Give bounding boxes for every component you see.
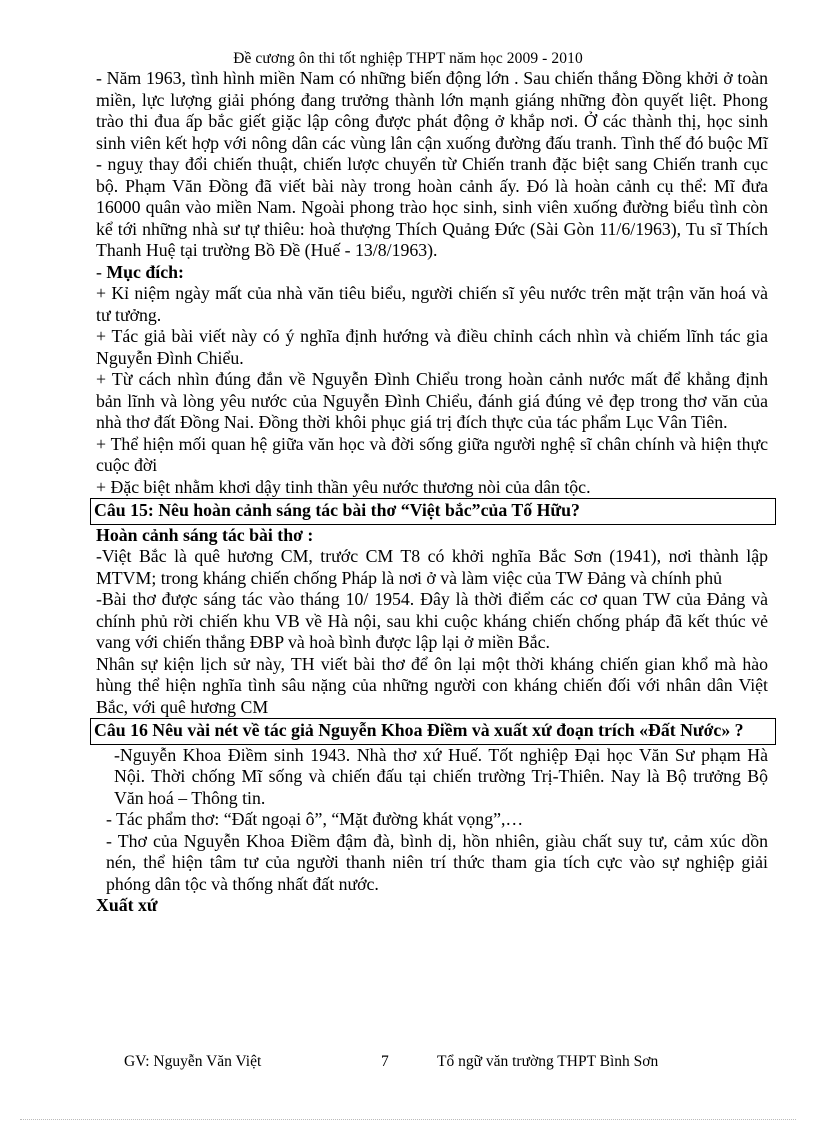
- paragraph-viet-bac: -Việt Bắc là quê hương CM, trước CM T8 có khởi nghĩa Bắc Sơn (1941), nơi thành lập MTVM; trong kháng chiến chống Pháp là nơi ở và làm việc của TW Đảng và chính phủ: [96, 546, 768, 588]
- context-heading: Hoàn cảnh sáng tác bài thơ :: [96, 524, 314, 545]
- footer-teacher: GV: Nguyễn Văn Việt: [124, 1053, 262, 1070]
- purpose-heading: - Mục đích:: [96, 261, 184, 282]
- purpose-item: + Đặc biệt nhằm khơi dậy tinh thần yêu nước thương nòi của dân tộc.: [96, 476, 591, 497]
- paragraph-author-bio: -Nguyễn Khoa Điềm sinh 1943. Nhà thơ xứ Huế. Tốt nghiệp Đại học Văn Sư phạm Hà Nội. Thời chống Mĩ sống và chiến đấu tại chiến trường Trị-Thiên. Nay là Bộ trưởng Bộ Văn hoá – Thông tin.: [114, 744, 768, 808]
- purpose-item: + Thể hiện mối quan hệ giữa văn học và đời sống giữa người nghệ sĩ chân chính và hiện thực cuộc đời: [96, 433, 768, 475]
- paragraph-context-1963: - Năm 1963, tình hình miền Nam có những biến động lớn . Sau chiến thắng Đồng khởi ở toàn miền, lực lượng giải phóng đang trưởng thành lớn mạnh giáng những đòn quyết liệt. Phong trào thi đua ấp bắc giết giặc lập công được phát động ở khắp nơi. Ở các thành thị, học sinh sinh viên kết hợp với nông dân các vùng lân cận xuống đường đấu tranh. Tình thế đó buộc Mĩ - nguỵ thay đổi chiến thuật, chiến lược chuyển từ Chiến tranh đặc biệt sang Chiến tranh cục bộ. Phạm Văn Đồng đã viết bài này trong hoàn cảnh ấy. Đó là hoàn cảnh cụ thể: Mĩ đưa 16000 quân vào miền Nam. Ngoài phong trào học sinh, sinh viên xuống đường biểu tình còn kể tới những nhà sư tự thiêu: hoà thượng Thích Quảng Đức (Sài Gòn 11/6/1963), Tu sĩ Thích Thanh Huệ tại trường Bồ Đề (Huế - 13/8/1963).: [96, 68, 768, 260]
- purpose-item: + Tác giả bài viết này có ý nghĩa định hướng và điều chỉnh cách nhìn và chiếm lĩnh tác gia Nguyễn Đình Chiểu.: [96, 326, 768, 368]
- question-15-box: Câu 15: Nêu hoàn cảnh sáng tác bài thơ “Việt bắc”của Tố Hữu?: [90, 498, 776, 525]
- paragraph-poem-date: -Bài thơ được sáng tác vào tháng 10/ 1954. Đây là thời điểm các cơ quan TW của Đảng và chính phủ rời chiến khu VB về Hà nội, sau khi cuộc kháng chiến chống pháp đã kết thúc vẻ vang với chiến thắng ĐBP và hoà bình được lập lại ở miền Bắc.: [96, 589, 768, 652]
- page-bottom-divider: [20, 1119, 796, 1120]
- document-body: [96, 68, 768, 917]
- question-16-box: Câu 16 Nêu vài nét về tác giả Nguyễn Khoa Điềm và xuất xứ đoạn trích «Đất Nước» ?: [90, 718, 776, 745]
- footer-school: Tổ ngữ văn trường THPT Bình Sơn: [437, 1053, 659, 1070]
- purpose-item: + Kỉ niệm ngày mất của nhà văn tiêu biểu, người chiến sĩ yêu nước trên mặt trận văn hoá và tư tưởng.: [96, 283, 768, 325]
- paragraph-style: - Thơ của Nguyễn Khoa Điềm đậm đà, bình dị, hồn nhiên, giàu chất suy tư, cảm xúc dồn nén, thể hiện tâm tư của người thanh niên trí thức tham gia tích cực vào sự nghiệp giải phóng dân tộc và thống nhất đất nước.: [106, 830, 768, 894]
- purpose-item: + Từ cách nhìn đúng đắn về Nguyễn Đình Chiểu trong hoàn cảnh nước mất để khẳng định bản lĩnh và lòng yêu nước của Nguyễn Đình Chiểu, đánh giá đúng vẻ đẹp trong thơ văn của nhà thơ đất Đồng Nai. Đồng thời khôi phục giá trị đích thực của tác phẩm Lục Vân Tiên.: [96, 369, 768, 432]
- footer-page-number: 7: [381, 1053, 389, 1070]
- page-header: Đề cương ôn thi tốt nghiệp THPT năm học 2009 - 2010: [233, 50, 583, 67]
- paragraph-works: - Tác phẩm thơ: “Đất ngoại ô”, “Mặt đường khát vọng”,…: [106, 809, 524, 829]
- paragraph-poem-purpose: Nhân sự kiện lịch sử này, TH viết bài thơ để ôn lại một thời kháng chiến gian khổ mà hào hùng thể hiện nghĩa tình sâu nặng của những người con kháng chiến đối với nhân dân Việt Bắc, với quê hương CM: [96, 653, 768, 717]
- origin-heading: Xuất xứ: [96, 895, 158, 915]
